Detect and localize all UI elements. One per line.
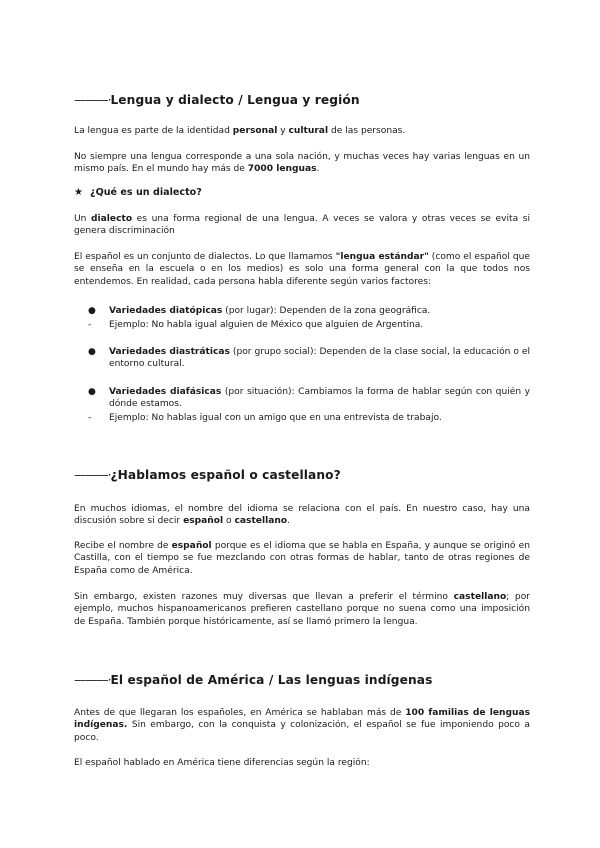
text: Recibe el nombre de xyxy=(74,541,172,551)
bold-text: "lengua estándar" xyxy=(335,252,429,262)
text: (por grupo social): Dependen de la clase social, la educación o el entorno cultural. xyxy=(109,347,530,370)
paragraph xyxy=(74,125,530,137)
bold-text: Variedades diatópicas xyxy=(109,306,223,316)
text: (por situación): Cambiamos la forma de hablar según con quién y dónde estamos. xyxy=(109,387,530,410)
bold-text: castellano xyxy=(234,516,288,527)
heading-title: ¿Hablamos español o castellano? xyxy=(110,468,341,482)
text: Sin embargo, con la conquista y colonización, el español se fue imponiendo poco a poco. xyxy=(74,720,530,743)
dash-marker: - xyxy=(88,413,92,423)
text: No siempre una lengua corresponde a una sola nación, y muchas veces hay varias lenguas en un mismo país. En el mundo hay más de xyxy=(74,152,530,175)
bold-text: 7000 lenguas xyxy=(247,164,317,175)
text: . xyxy=(287,516,290,527)
section-heading-espanol-america xyxy=(74,673,432,687)
star-icon: ★ xyxy=(74,187,83,198)
paragraph xyxy=(74,251,530,288)
section-heading-espanol-castellano xyxy=(74,468,341,482)
bold-text: personal xyxy=(232,126,278,136)
text: y xyxy=(277,126,289,136)
subheading-que-es-dialecto xyxy=(74,187,202,198)
bold-text: español xyxy=(183,516,224,527)
subheading-text: ¿Qué es un dialecto? xyxy=(90,187,202,198)
text: (como el español que se enseña en la escuela o en los medios) es solo una forma general con la que todos nos entendemos. En realidad, cada persona habla diferente según varios factores: xyxy=(74,252,530,287)
paragraph xyxy=(74,151,530,176)
bold-text: castellano xyxy=(453,592,507,602)
bold-text: Variedades diafásicas xyxy=(109,387,222,397)
paragraph xyxy=(74,503,530,528)
heading-title: Lengua y dialecto / Lengua y región xyxy=(110,93,360,107)
heading-title: El español de América / Las lenguas indígenas xyxy=(110,673,433,687)
list-item xyxy=(88,386,530,411)
bullet-icon: ● xyxy=(88,306,96,316)
section-heading-lengua-dialecto xyxy=(74,93,360,107)
bullet-icon: ● xyxy=(88,347,96,357)
text: . xyxy=(316,164,320,175)
text: o xyxy=(223,516,235,527)
text: Ejemplo: No hablas igual con un amigo que en una entrevista de trabajo. xyxy=(109,413,442,423)
list-item xyxy=(88,346,530,371)
paragraph: El español hablado en América tiene diferencias según la región: xyxy=(74,758,370,768)
text: porque es el idioma que se habla en España, y aunque se originó en Castilla, con el tiempo se fue mezclando con otras formas de hablar, tanto de otras regiones de España como de América. xyxy=(74,541,530,576)
heading-dash: ———· xyxy=(74,673,111,687)
bold-text: Variedades diastráticas xyxy=(109,347,230,357)
heading-dash: ———· xyxy=(74,93,111,107)
text: Ejemplo: No habla igual alguien de México que alguien de Argentina. xyxy=(109,320,424,330)
text: Sin embargo, existen razones muy diversas que llevan a preferir el término xyxy=(74,592,454,602)
list-item xyxy=(88,412,530,424)
text: La lengua es parte de la identidad xyxy=(74,126,233,136)
text: Antes de que llegaran los españoles, en América se hablaban más de xyxy=(74,708,406,718)
bold-text: cultural xyxy=(288,126,329,136)
text: ; por ejemplo, muchos hispanoamericanos prefieren castellano porque no suena como una imposición de España. También porque históricamente, así se llamó primero la lengua. xyxy=(74,592,530,627)
text: En muchos idiomas, el nombre del idioma se relaciona con el país. En nuestro caso, hay una discusión sobre si decir xyxy=(74,504,530,527)
text: (por lugar): Dependen de la zona geográfica. xyxy=(222,306,431,316)
bullet-icon: ● xyxy=(88,387,96,397)
text: es una forma regional de una lengua. A veces se valora y otras veces se evita si genera discriminación xyxy=(74,214,531,237)
paragraph xyxy=(74,707,530,744)
text: El español es un conjunto de dialectos. Lo que llamamos xyxy=(74,252,336,262)
list-item xyxy=(88,305,530,317)
paragraph xyxy=(74,213,530,238)
bold-text: español xyxy=(171,541,212,551)
text: Un xyxy=(74,214,92,224)
paragraph xyxy=(74,540,530,577)
bold-text: dialecto xyxy=(91,214,133,224)
paragraph xyxy=(74,591,530,628)
text: de las personas. xyxy=(328,126,406,136)
heading-dash: ———· xyxy=(74,468,111,482)
dash-marker: - xyxy=(88,320,92,330)
list-item xyxy=(88,319,530,331)
bold-text: 100 familias de lenguas indígenas. xyxy=(74,708,530,731)
